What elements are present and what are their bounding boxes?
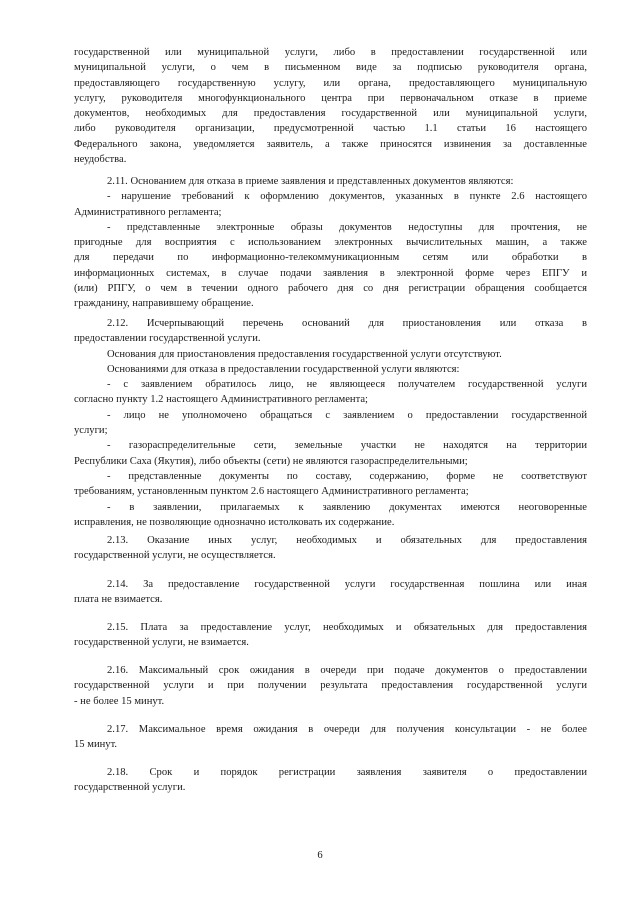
text-line: (или) РПГУ, о чем в течении одного рабочего дня со дня регистрации обращения сообщается (74, 283, 587, 295)
text-line: 15 минут. (74, 739, 118, 751)
section-heading: 2.13. Оказание иных услуг, необходимых и обязательных для предоставления (107, 535, 587, 546)
text-line: предоставляющего государственную услугу, или органа, предоставляющего муниципальную (74, 77, 587, 89)
paragraph-2-13 (74, 533, 587, 564)
text-line: информационных системах, в случае подачи заявления в электронной форме через ЕПГУ и (74, 267, 587, 279)
section-heading: 2.15. Плата за предоставление услуг, необходимых и обязательных для предоставления (107, 622, 587, 633)
text-line: - представленные электронные образы документов недоступны для прочтения, не (107, 221, 587, 233)
text-line: - газораспределительные сети, земельные участки не находятся на территории (107, 440, 587, 452)
text-line: - с заявлением обратилось лицо, не являющееся получателем государственной услуги (107, 379, 587, 391)
paragraph-2-11 (74, 174, 587, 312)
text-line: государственной услуги. (74, 782, 186, 794)
section-heading: 2.11. Основанием для отказа в приеме заявления и представленных документов являются: (107, 176, 514, 187)
section-heading: 2.16. Максимальный срок ожидания в очереди при подаче документов о предоставлении (107, 665, 587, 676)
text-line: - нарушение требований к оформлению документов, указанных в пункте 2.6 настоящего (107, 191, 587, 203)
text-line: муниципальной услуги, о чем в письменном виде за подписью руководителя органа, (74, 62, 587, 74)
paragraph-2-15 (74, 620, 587, 651)
paragraph-2-16 (74, 663, 587, 709)
text-line: согласно пункту 1.2 настоящего Административного регламента; (74, 394, 369, 406)
text-line: требованиям, установленным пунктом 2.6 настоящего Административного регламента; (74, 486, 469, 498)
section-heading: 2.17. Максимальное время ожидания в очереди для получения консультации - не более (107, 724, 587, 735)
section-heading: 2.12. Исчерпывающий перечень оснований для приостановления или отказа в (107, 318, 587, 329)
text-line: пригодные для восприятия с использованием электронных вычислительных машин, а также (74, 237, 587, 249)
text-line: Административного регламента; (74, 206, 222, 218)
paragraph-2-14 (74, 577, 587, 608)
text-line: документов, необходимых для предоставления государственной или муниципальной услуги, (74, 108, 587, 120)
paragraph-refusal-apology (74, 45, 587, 167)
text-line: Федерального закона, уведомляется заявитель, а также приносятся извинения за доставленные (74, 138, 587, 150)
text-line: исправления, не позволяющие однозначно истолковать их содержание. (74, 516, 395, 528)
text-line: государственной услуги и при получении результата предоставления государственной услуги (74, 680, 587, 692)
text-line: услуги; (74, 425, 108, 437)
paragraph-2-18 (74, 765, 587, 796)
text-line: - не более 15 минут. (74, 695, 165, 707)
text-line: неудобства. (74, 154, 127, 166)
text-line: для передачи по информационно-телекоммуникационным сетям или обработки в (74, 252, 587, 264)
text-line: либо руководителя организации, предусмотренной частью 1.1 статьи 16 настоящего (74, 123, 587, 135)
text-line: - в заявлении, прилагаемых к заявлению документах имеются неоговоренные (107, 501, 587, 513)
text-line: государственной услуги, не осуществляется. (74, 550, 276, 562)
text-line: Основания для приостановления предоставления государственной услуги отсутствуют. (107, 348, 502, 360)
text-line: государственной или муниципальной услуги, либо в предоставлении государственной или (74, 47, 587, 58)
text-line: гражданину, направившему обращение. (74, 298, 254, 310)
text-line: Республики Саха (Якутия), либо объекты (сети) не являются газораспределительными; (74, 455, 468, 467)
text-line: плата не взимается. (74, 594, 163, 606)
page-number: 6 (317, 850, 323, 861)
text-line: государственной услуги, не взимается. (74, 637, 249, 649)
text-line: предоставлении государственной услуги. (74, 333, 261, 345)
text-line: услугу, руководителя многофункционального центра при первоначальном отказе в приеме (74, 92, 587, 104)
paragraph-2-17 (74, 722, 587, 753)
section-heading: 2.18. Срок и порядок регистрации заявления заявителя о предоставлении (107, 767, 587, 778)
text-line: - лицо не уполномочено обращаться с заявлением о предоставлении государственной (107, 409, 587, 421)
paragraph-2-12 (74, 316, 587, 530)
section-heading: 2.14. За предоставление государственной услуги государственная пошлина или иная (107, 579, 587, 590)
text-line: - представленные документы по составу, содержанию, форме не соответствуют (107, 470, 587, 482)
text-line: Основаниями для отказа в предоставлении государственной услуги являются: (107, 363, 460, 375)
